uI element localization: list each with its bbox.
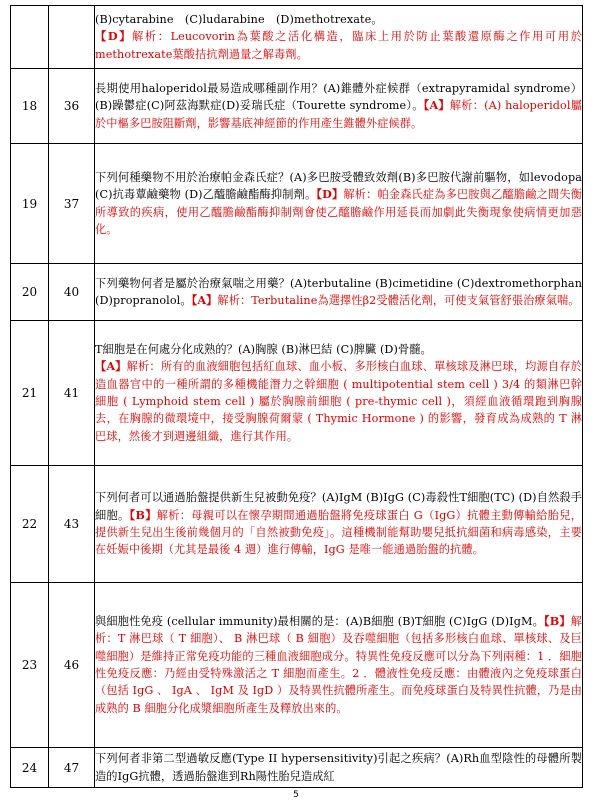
table-row (11, 321, 583, 466)
row-number: 20 (11, 264, 49, 321)
question-cell (95, 264, 583, 321)
table-row (11, 748, 583, 788)
answer-label: 【D】 (316, 187, 344, 202)
question-cell (95, 466, 583, 583)
question-text: T細胞是在何處分化成熟的？(A)胸腺 (B)淋巴結 (C)脾臟 (D)骨髓。 (95, 342, 432, 356)
row-number: 19 (11, 144, 49, 264)
explanation-text: 解析：Terbutaline為選擇性β2受體活化劑，可使支氣管舒張治療氣喘。 (217, 294, 580, 307)
explanation-text: 解析：所有的血液細胞包括紅血球、血小板、多形核白血球、單核球及淋巴球，均源自存於造血器官中的一種所謂的多種機能潛力之幹細胞 ( multipotential stem cell ) 3/4 的類淋巴幹細胞 ( Lymphoid stem cell ) 屬於胸腺前細胞 ( pre-thymic cell )，須經血液循環跑到胸腺去，在胸腺的微環境中，接受胸腺荷爾蒙 ( Thymic Hormone ) 的影響，發育成為成熟的 T 淋巴球，然後才到週邊組織，進行其作用。 (95, 360, 582, 443)
item-number (49, 6, 95, 69)
row-number: 21 (11, 321, 49, 466)
page-number: 5 (293, 790, 299, 800)
item-number: 40 (49, 264, 95, 321)
item-number: 43 (49, 466, 95, 583)
explanation-text: 解析：母親可以在懷孕期間通過胎盤將免疫球蛋白 G（IgG）抗體主動傳輸給胎兒，提供新生兒出生後前幾個月的「自然被動免疫」。這種機制能幫助嬰兒抵抗細菌和病毒感染，主要在妊娠中後期（尤其是最後 4 週）進行傳輸，IgG 是唯一能通過胎盤的抗體。 (95, 508, 582, 557)
answer-label: 【A】 (423, 98, 450, 113)
question-cell (95, 321, 583, 466)
item-number: 37 (49, 144, 95, 264)
question-text: 下列何種藥物不用於治療帕金森氏症？(A)多巴胺受體致效劑(B)多巴胺代謝前驅物，如levodopa (C)抗毒蕈鹼藥物 (D)乙醯膽鹼酯酶抑制劑。 (95, 170, 582, 202)
table-row (11, 264, 583, 321)
explanation-text: 解析：(A) haloperidol屬於中樞多巴胺阻斷劑，影響基底神經節的作用產生錐體外症候群。 (95, 99, 582, 130)
question-cell (95, 144, 583, 264)
answer-label: 【B】 (129, 507, 157, 522)
explanation-text: 解析：帕金森氏症為多巴胺與乙醯膽鹼之間失衡所導致的疾病，使用乙醯膽鹼酯酶抑制劑會使乙醯膽鹼作用延長而加劇此失衡現象使病情更加惡化。 (95, 188, 582, 236)
answer-label: 【B】 (543, 613, 571, 628)
table-row (11, 6, 583, 69)
table-row (11, 69, 583, 144)
item-number: 47 (49, 748, 95, 788)
explanation-text: 解析：T 淋巴球（ T 細胞）、 B 淋巴球（ B 細胞）及吞噬細胞（包括多形核白血球、單核球、及巨噬細胞）是維持正常免疫功能的三種血液細胞成分。特異性免疫反應可以分為下列兩種：1 ．細胞性免疫反應：乃經由受特殊激活之 T 細胞而產生。2 ．體液性免疫反應：由體液內之免疫球蛋白（包括 IgG 、 IgA 、 IgM 及 IgD ）及特異性抗體所產生。而免疫球蛋白及特異性抗體，乃是由成熟的 B 細胞分化成漿細胞所產生及釋放出來的。 (95, 614, 582, 715)
row-number: 24 (11, 748, 49, 788)
answer-label: 【D】 (95, 29, 133, 44)
item-number: 36 (49, 69, 95, 144)
explanation-text: 解析：Leucovorin為葉酸之活化構造，臨床上用於防止葉酸還原酶之作用可用於methotrexate葉酸拮抗劑過量之解毒劑。 (95, 30, 582, 61)
table-row (11, 583, 583, 748)
table-row (11, 466, 583, 583)
question-cell (95, 69, 583, 144)
question-text: 下列何者可以通過胎盤提供新生兒被動免疫？(A)IgM (B)IgG (C)毒殺性T細胞(TC) (D)自然殺手細胞。 (95, 491, 582, 522)
question-cell (95, 6, 583, 69)
question-text: 與細胞性免疫 (cellular immunity)最相關的是：(A)B細胞 (B)T細胞 (C)IgG (D)IgM。 (95, 614, 544, 628)
item-number: 41 (49, 321, 95, 466)
question-cell (95, 748, 583, 788)
row-number: 22 (11, 466, 49, 583)
answer-label: 【A】 (191, 293, 218, 307)
table-row (11, 144, 583, 264)
row-number: 23 (11, 583, 49, 748)
row-number: 18 (11, 69, 49, 144)
question-table (10, 5, 583, 788)
question-text: 下列藥物何者是屬於治療氣喘之用藥？(A)terbutaline (B)cimetidine (C)dextromethorphan (D)propranolol。 (95, 276, 582, 307)
question-text: 下列何者非第二型過敏反應(Type II hypersensitivity)引起之疾病？(A)Rh血型陰性的母體所製造的IgG抗體，透過胎盤進到Rh陽性胎兒造成紅 (95, 752, 582, 783)
question-text: 長期使用haloperidol最易造成哪種副作用？(A)錐體外症候群（extrapyramidal syndrome）(B)躁鬱症(C)阿茲海默症(D)妥瑞氏症（Tourette syndrome）。 (95, 81, 582, 113)
question-text: (B)cytarabine (C)ludarabine (D)methotrexate。 (95, 12, 383, 26)
answer-label: 【A】 (95, 359, 127, 374)
question-cell (95, 583, 583, 748)
row-number (11, 6, 49, 69)
item-number: 46 (49, 583, 95, 748)
